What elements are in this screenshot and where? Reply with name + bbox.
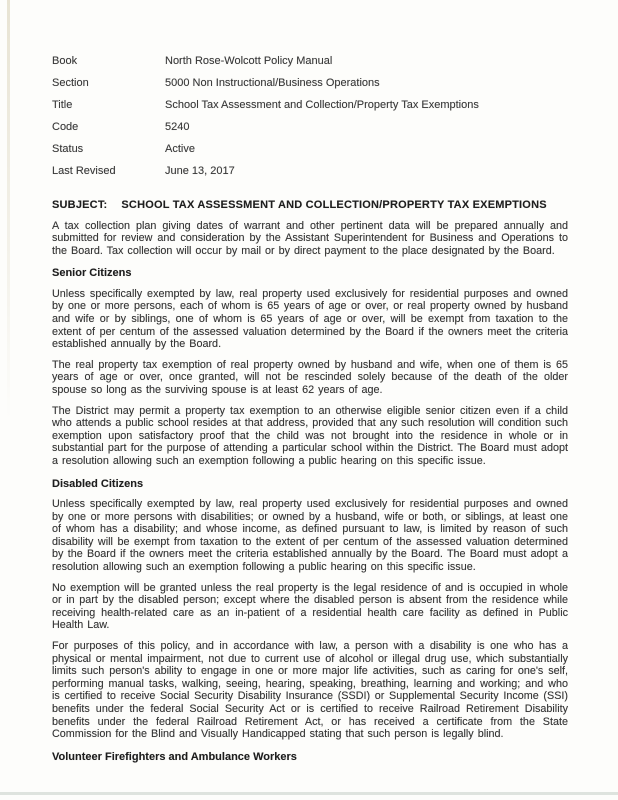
section-heading-senior-citizens: Senior Citizens: [52, 267, 132, 280]
meta-row-title: [52, 99, 568, 111]
meta-label-book: Book: [52, 55, 78, 67]
meta-row-last-revised: [52, 165, 568, 177]
meta-value-section: 5000 Non Instructional/Business Operations: [165, 77, 380, 89]
disabled-citizens-paragraph-2: No exemption will be granted unless the real property is the legal residence of and is occupied in whole or in part by the disabled person; except where the disabled person is absent from the residence while receiving health-related care as an in-patient of a residential health care facility as defined in Public Health Law.: [52, 581, 568, 632]
section-heading-volunteer-firefighters: Volunteer Firefighters and Ambulance Workers: [52, 750, 297, 763]
section-heading-disabled-citizens: Disabled Citizens: [52, 477, 144, 490]
meta-row-book: [52, 55, 568, 67]
senior-citizens-paragraph-3: The District may permit a property tax exemption to an otherwise eligible senior citizen even if a child who attends a public school resides at that address, provided that any such resolution will condition such exemption upon satisfactory proof that the child was not brought into the residence in whole or in substantial part for the purpose of attending a particular school within the District. The Board must adopt a resolution allowing such an exemption following a public hearing on this specific issue.: [52, 404, 568, 467]
scan-artifact-left-edge: [7, 0, 10, 420]
senior-citizens-paragraph-1: Unless specifically exempted by law, real property used exclusively for residential purposes and owned by one or more persons, each of whom is 65 years of age or over, or real property owned by husband and wife or by siblings, one of whom is 65 years of age or over, will be exempt from taxation to the extent of per centum of the assessed valuation determined by the Board if the owners meet the criteria established annually by the Board.: [52, 287, 568, 351]
meta-label-section: Section: [52, 77, 89, 89]
meta-row-section: [52, 77, 568, 89]
subject-label: SUBJECT:: [52, 199, 108, 211]
section-disabled-citizens: [52, 478, 568, 741]
scan-artifact-bottom-edge: [0, 792, 618, 795]
disabled-citizens-paragraph-1: Unless specifically exempted by law, real property used exclusively for residential purposes and owned by one or more persons with disabilities; or owned by a husband, wife or both, or siblings, at least one of whom has a disability; and whose income, as defined pursuant to law, is limited by reason of such disability will be exempt from taxation to the extent of per centum of the assessed valuation determined by the Board if the owners meet the criteria established annually by the Board. The Board must adopt a resolution allowing such an exemption following a public hearing on this specific issue.: [52, 498, 568, 573]
meta-row-status: [52, 143, 568, 155]
intro-paragraph: A tax collection plan giving dates of warrant and other pertinent data will be prepared annually and submitted for review and consideration by the Assistant Superintendent for Business and Operations to the Board. Tax collection will occur by mail or by direct payment to the place designated by the Board.: [52, 219, 568, 257]
meta-value-status: Active: [165, 143, 195, 155]
document-metadata: [52, 55, 568, 177]
subject-heading: [52, 199, 568, 212]
senior-citizens-paragraph-2: The real property tax exemption of real property owned by husband and wife, when one of them is 65 years of age or over, once granted, will not be rescinded solely because of the death of the older spouse so long as the surviving spouse is at least 62 years of age.: [52, 358, 568, 396]
meta-value-code: 5240: [165, 121, 190, 133]
meta-label-title: Title: [52, 99, 73, 111]
subject-title: SCHOOL TAX ASSESSMENT AND COLLECTION/PROPERTY TAX EXEMPTIONS: [121, 199, 547, 211]
meta-label-code: Code: [52, 121, 79, 133]
section-volunteer-firefighters: [52, 751, 568, 764]
meta-value-book: North Rose-Wolcott Policy Manual: [165, 55, 333, 67]
meta-value-last-revised: June 13, 2017: [165, 165, 235, 177]
meta-label-last-revised: Last Revised: [52, 165, 116, 177]
section-senior-citizens: [52, 267, 568, 467]
meta-row-code: [52, 121, 568, 133]
meta-value-title: School Tax Assessment and Collection/Property Tax Exemptions: [165, 99, 479, 111]
meta-label-status: Status: [52, 143, 84, 155]
disabled-citizens-paragraph-3: For purposes of this policy, and in accordance with law, a person with a disability is one who has a physical or mental impairment, not due to current use of alcohol or illegal drug use, which substantially limits such person's ability to engage in one or more major life activities, such as caring for one's self, performing manual tasks, walking, seeing, hearing, speaking, breathing, learning and working; and who is certified to receive Social Security Disability Insurance (SSDI) or Supplemental Security Income (SSI) benefits under the federal Social Security Act or is certified to receive Railroad Retirement Disability benefits under the federal Railroad Retirement Act, or has received a certificate from the State Commission for the Blind and Visually Handicapped stating that such person is legally blind.: [52, 639, 568, 741]
